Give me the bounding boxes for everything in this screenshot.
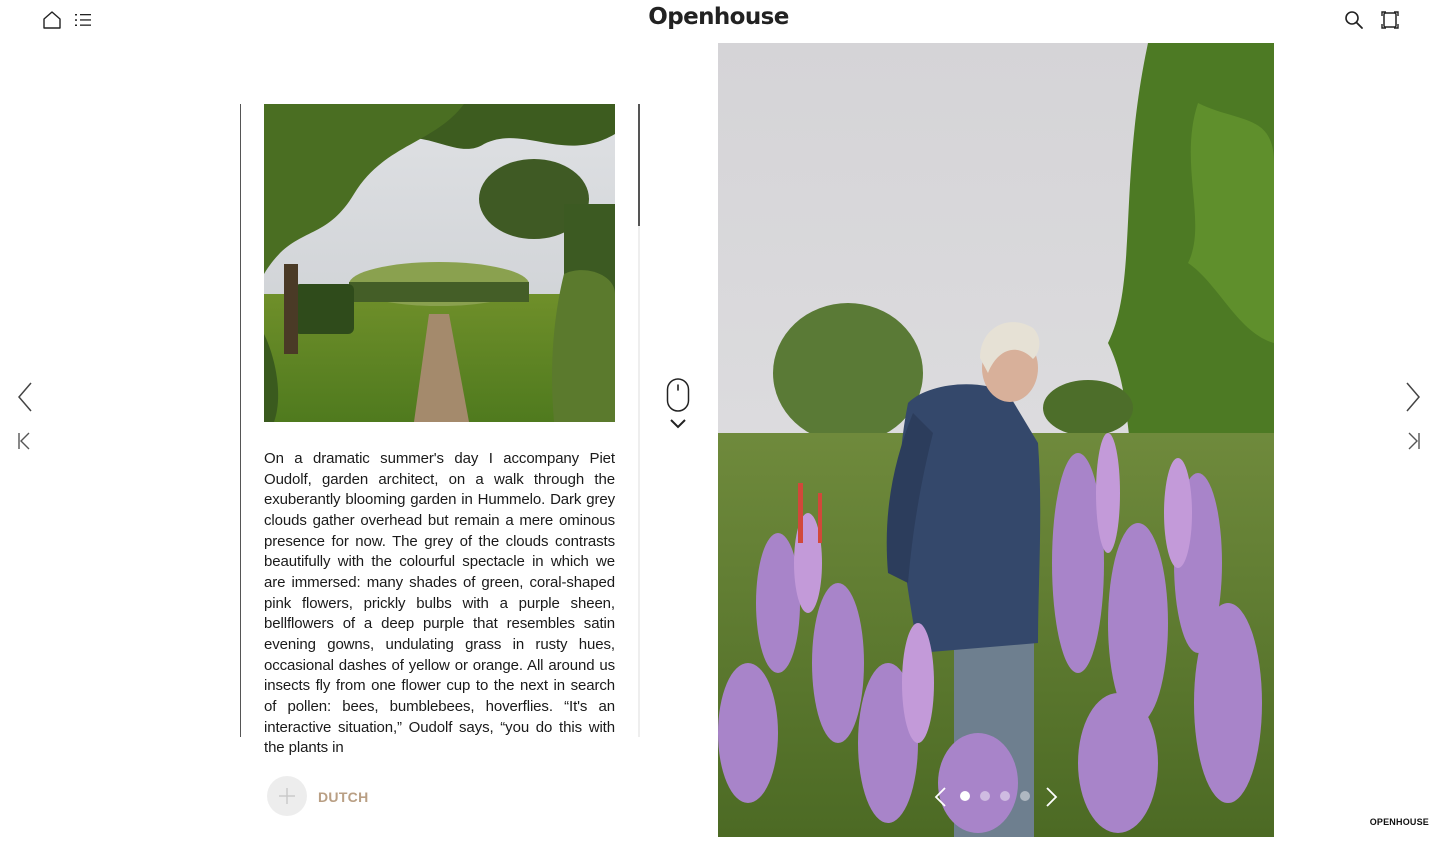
chevron-left-icon — [17, 381, 33, 413]
garden-path-photo — [264, 104, 615, 422]
next-page-button[interactable] — [1400, 380, 1426, 414]
language-toggle-button[interactable] — [267, 776, 307, 816]
top-bar — [0, 0, 1437, 42]
carousel-dot[interactable] — [960, 791, 970, 801]
chevron-left-icon — [932, 786, 950, 808]
carousel-next-button[interactable] — [1042, 786, 1060, 813]
carousel-dot[interactable] — [1020, 791, 1030, 801]
chevron-down-icon — [671, 420, 685, 427]
mouse-icon — [668, 379, 689, 411]
fullscreen-icon[interactable] — [1378, 8, 1402, 32]
carousel-dots — [960, 791, 1030, 801]
previous-page-button[interactable] — [12, 380, 38, 414]
plus-icon — [278, 787, 296, 805]
carousel-dot[interactable] — [1000, 791, 1010, 801]
carousel-dot[interactable] — [980, 791, 990, 801]
scroll-down-hint[interactable] — [666, 378, 690, 437]
column-divider — [240, 104, 241, 737]
last-page-icon — [1407, 432, 1421, 450]
language-label[interactable]: DUTCH — [318, 789, 369, 805]
article-scrollbar-thumb[interactable] — [638, 104, 640, 226]
last-page-button[interactable] — [1404, 430, 1424, 452]
footer-brand: OPENHOUSE — [1369, 817, 1429, 827]
article-body: On a dramatic summer's day I accompany Piet Oudolf, garden architect, on a walk through the exuberantly blooming garden in Hummelo. Dark grey clouds gather overhead but remain a mere ominous presence for now. The grey of the clouds contrasts beautifully with the colourful spectacle in which we are immersed: many shades of green, coral-shaped pink flowers, prickly bulbs with a purple sheen, bellflowers of a deep purple that resembles satin evening gowns, undulating grass in rusty hues, occasional dashes of yellow or orange. All around us insects fly from one flower cup to the next in search of pollen: bees, bumblebees, hoverflies. “It's an interactive situation,” Oudolf says, “you do this with the plants in — [264, 450, 615, 757]
brand-logo[interactable]: Openhouse — [648, 4, 789, 30]
search-icon[interactable] — [1342, 8, 1366, 32]
chevron-right-icon — [1042, 786, 1060, 808]
carousel-previous-button[interactable] — [932, 786, 950, 813]
first-page-icon — [17, 432, 31, 450]
hero-portrait-photo — [718, 43, 1274, 837]
first-page-button[interactable] — [14, 430, 34, 452]
chevron-right-icon — [1405, 381, 1421, 413]
